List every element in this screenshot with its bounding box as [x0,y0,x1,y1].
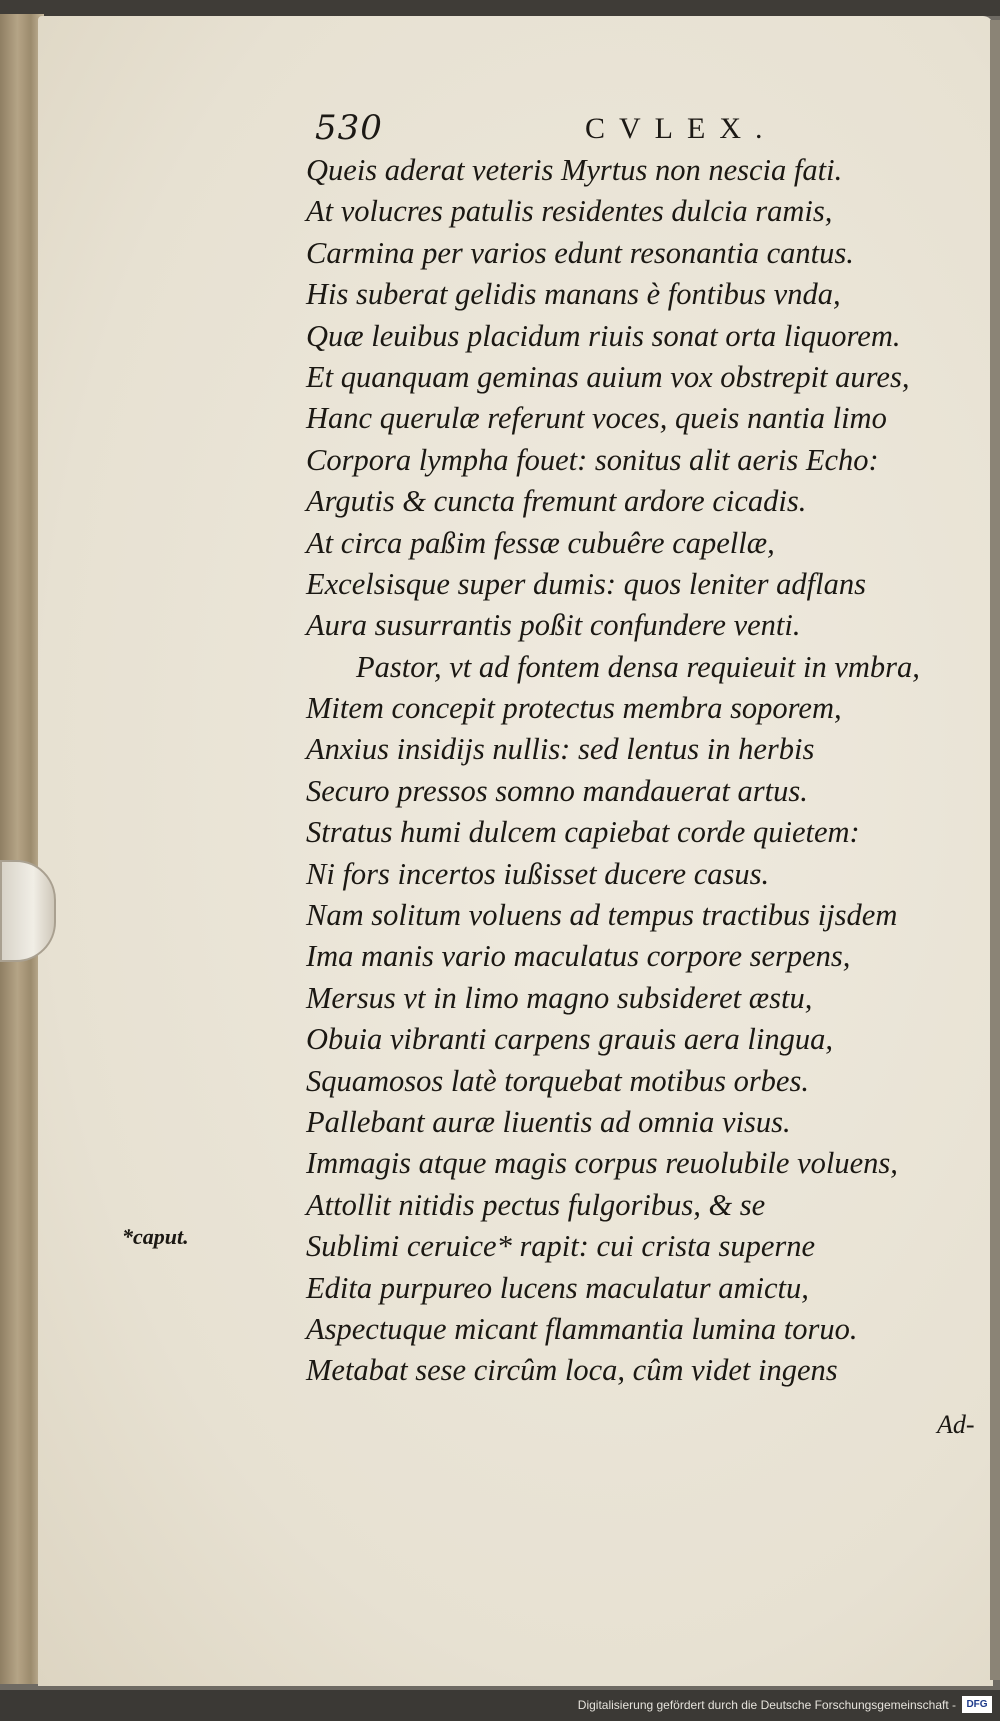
bleed-through-text [220,945,300,1035]
verse-line: At volucres patulis residentes dulcia ramis, [306,194,833,229]
verse-line: Metabat sese circûm loca, cûm videt ingens [306,1353,838,1388]
running-title: CVLEX. [585,112,777,145]
verse-line: Squamosos latè torquebat motibus orbes. [306,1063,809,1098]
dfg-logo: DFG [962,1696,992,1713]
page-number: 530 [315,108,383,148]
verse-line: Edita purpureo lucens maculatur amictu, [306,1270,809,1305]
verse-line: Ni fors incertos iußisset ducere casus. [306,856,770,891]
verse-line: Sublimi ceruice* rapit: cui crista superne [306,1229,816,1264]
catchword: Ad- [937,1410,975,1439]
footer-bar [0,1690,1000,1721]
verse-line: Obuia vibranti carpens grauis aera lingua, [306,1022,833,1057]
verse-line: Pastor, vt ad fontem densa requieuit in vmbra, [356,649,920,684]
verse-line: Carmina per varios edunt resonantia cantus. [306,235,854,270]
verse-line: Securo pressos somno mandauerat artus. [306,773,808,808]
page-edge-right [990,20,1000,1680]
verse-line: At circa paßim fessæ cubuêre capellæ, [306,525,775,560]
verse-line: Mersus vt in limo magno subsideret æstu, [306,980,813,1015]
page-header [315,108,815,148]
margin-note: *caput. [122,1224,189,1249]
verse-line: Ima manis vario maculatus corpore serpens, [306,939,851,974]
verse-line: Quæ leuibus placidum riuis sonat orta liquorem. [306,318,901,353]
verse-line: Pallebant auræ liuentis ad omnia visus. [306,1104,791,1139]
verse-line: Immagis atque magis corpus reuolubile voluens, [306,1146,898,1181]
verse-line: Nam solitum voluens ad tempus tractibus ijsdem [306,898,898,933]
scan-top-border [0,0,1000,16]
verse-line: Queis aderat veteris Myrtus non nescia fati. [306,153,843,187]
verse-line: Excelsisque super dumis: quos leniter adflans [306,566,866,601]
verse-line: Aura susurrantis poßit confundere venti. [306,608,801,643]
verse-line: Et quanquam geminas auium vox obstrepit aures, [306,359,910,394]
verse-line: Attollit nitidis pectus fulgoribus, & se [306,1187,766,1222]
verse-line: Anxius insidijs nullis: sed lentus in herbis [306,732,815,767]
verse-block [306,150,986,1392]
verse-line: Corpora lympha fouet: sonitus alit aeris Echo: [306,442,879,477]
verse-line: Mitem concepit protectus membra soporem, [306,691,842,726]
verse-line: Argutis & cuncta fremunt ardore cicadis. [306,484,807,519]
verse-line: Stratus humi dulcem capiebat corde quietem: [306,815,860,850]
bleed-through-text [214,360,274,420]
footer-credit: Digitalisierung gefördert durch die Deutsche Forschungsgemeinschaft - [577,1698,956,1712]
verse-line: Aspectuque micant flammantia lumina toruo. [306,1311,858,1346]
verse-line: His suberat gelidis manans è fontibus vnda, [306,277,841,312]
verse-line: Hanc querulæ referunt voces, queis nantia limo [306,401,887,436]
